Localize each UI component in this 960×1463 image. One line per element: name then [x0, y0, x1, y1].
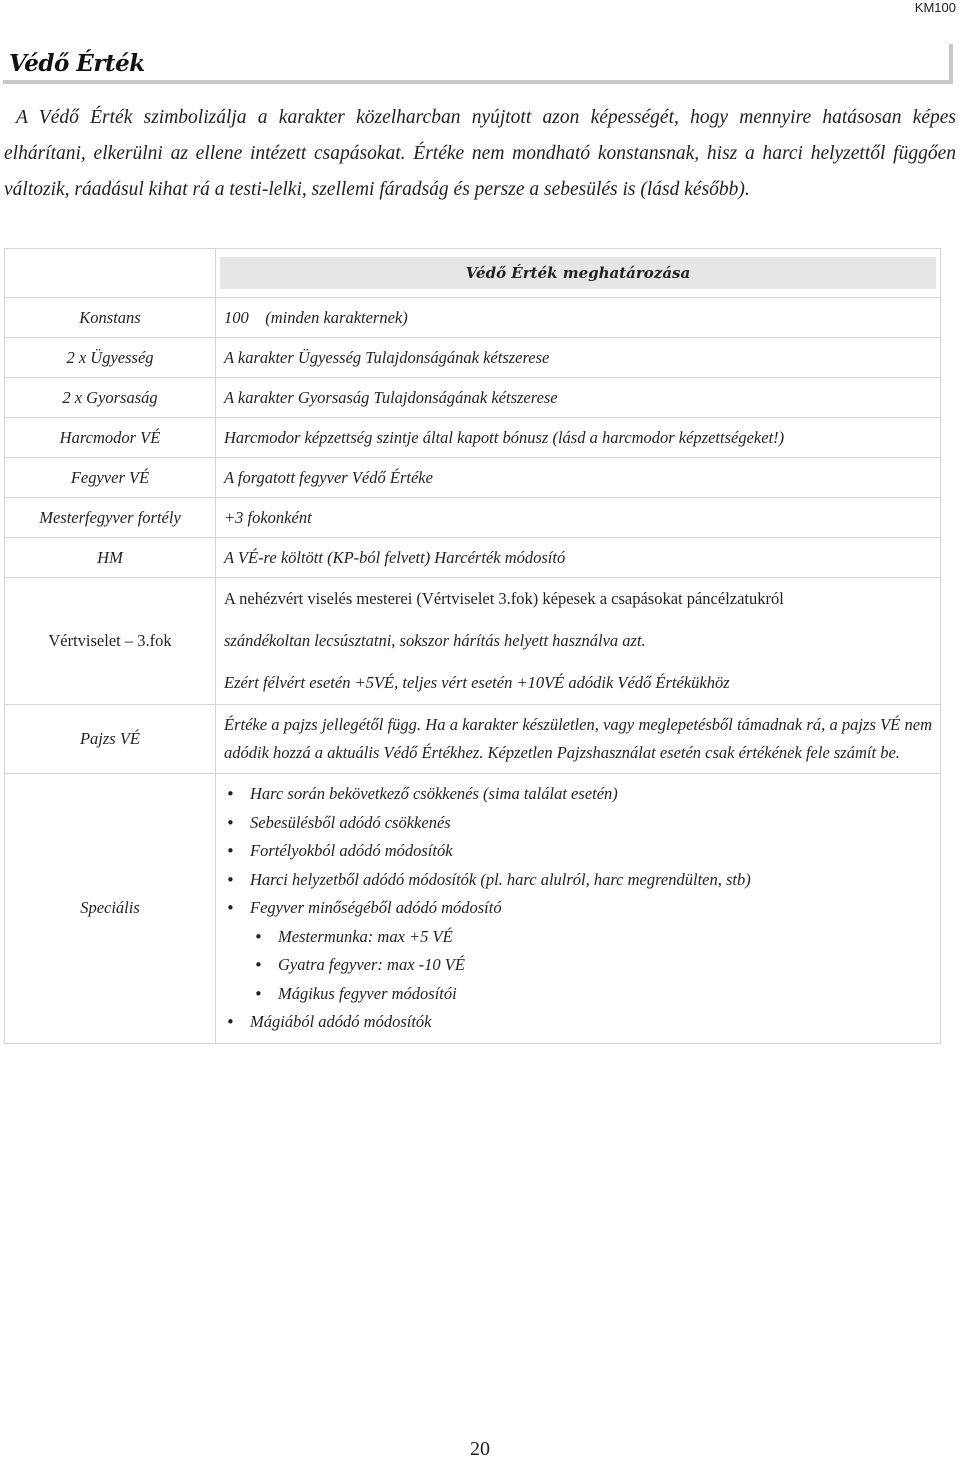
- list-subitem: • Mestermunka: max +5 VÉ: [222, 923, 940, 952]
- table-row: [5, 418, 941, 458]
- row-value: 100 (minden karakternek): [216, 298, 941, 338]
- table-row-special: [5, 774, 941, 1044]
- intro-text: A Védő Érték szimbolizálja a karakter közelharcban nyújtott azon képességét, hogy mennyire hatásosan képes elhárítani, elkerülni az ellene intézett csapásokat. Értéke nem mondható konstansnak, hisz a harci helyzettől függően változik, ráadásul kihat rá a testi-lelki, szellemi fáradság és persze a sebesülés is (lásd később).: [4, 107, 956, 200]
- armor-line: szándékoltan lecsúsztatni, sokszor hárítás helyett használva azt.: [224, 631, 646, 650]
- armor-label: Vértviselet – 3.fok: [5, 578, 216, 705]
- list-item: • Harci helyzetből adódó módosítók (pl. harc alulról, harc megrendülten, stb): [222, 866, 940, 895]
- row-label: Harcmodor VÉ: [5, 418, 216, 458]
- table-row-shield: [5, 705, 941, 774]
- special-list: [216, 774, 940, 1043]
- shield-label: Pajzs VÉ: [5, 705, 216, 774]
- list-item: • Harc során bekövetkező csökkenés (sima találat esetén): [222, 780, 940, 809]
- intro-paragraph: [4, 100, 956, 208]
- table-title-cell: [216, 249, 941, 298]
- table-row: [5, 458, 941, 498]
- row-value: A karakter Ügyesség Tulajdonságának kétszerese: [216, 338, 941, 378]
- special-label: Speciális: [5, 774, 216, 1044]
- table-row: [5, 298, 941, 338]
- list-subitem: • Mágikus fegyver módosítói: [222, 980, 940, 1009]
- row-value: +3 fokonként: [216, 498, 941, 538]
- special-modifiers: [216, 774, 941, 1044]
- row-label: HM: [5, 538, 216, 578]
- table-title: Védő Érték meghatározása: [220, 257, 936, 289]
- table-row: [5, 538, 941, 578]
- row-value: A VÉ-re költött (KP-ból felvett) Harcérték módosító: [216, 538, 941, 578]
- armor-line: A nehézvért viselés mesterei (Vértviselet 3.fok) képesek a csapásokat páncélzatukról: [224, 589, 784, 608]
- section-title: Védő Érték: [9, 50, 145, 77]
- table-row: [5, 498, 941, 538]
- table-row: [5, 338, 941, 378]
- document-code: KM100: [914, 0, 956, 15]
- row-label: 2 x Ügyesség: [5, 338, 216, 378]
- list-subitem: • Gyatra fegyver: max -10 VÉ: [222, 951, 940, 980]
- armor-description: [216, 578, 941, 705]
- row-label: Mesterfegyver fortély: [5, 498, 216, 538]
- section-title-bar: [3, 44, 953, 84]
- table-row-armor: [5, 578, 941, 705]
- row-label: Fegyver VÉ: [5, 458, 216, 498]
- row-value: A forgatott fegyver Védő Értéke: [216, 458, 941, 498]
- page-number: 20: [470, 1438, 490, 1460]
- armor-line: Ezért félvért esetén +5VÉ, teljes vért esetén +10VÉ adódik Védő Értékükhöz: [224, 673, 730, 692]
- row-label: Konstans: [5, 298, 216, 338]
- list-item: • Sebesülésből adódó csökkenés: [222, 809, 940, 838]
- table-row: [5, 378, 941, 418]
- defense-value-table: [4, 248, 941, 1044]
- row-value: A karakter Gyorsaság Tulajdonságának kétszerese: [216, 378, 941, 418]
- shield-description: Értéke a pajzs jellegétől függ. Ha a karakter készületlen, vagy meglepetésből támadnak rá, a pajzs VÉ nem adódik hozzá a aktuális Védő Értékhez. Képzetlen Pajzshasználat esetén csak értékének fele számít be.: [216, 705, 941, 774]
- list-item: • Fegyver minőségéből adódó módosító: [222, 894, 940, 923]
- list-item: • Mágiából adódó módosítók: [222, 1008, 940, 1037]
- row-value: Harcmodor képzettség szintje által kapott bónusz (lásd a harcmodor képzettségeket!): [216, 418, 941, 458]
- row-label: 2 x Gyorsaság: [5, 378, 216, 418]
- list-item: • Fortélyokból adódó módosítók: [222, 837, 940, 866]
